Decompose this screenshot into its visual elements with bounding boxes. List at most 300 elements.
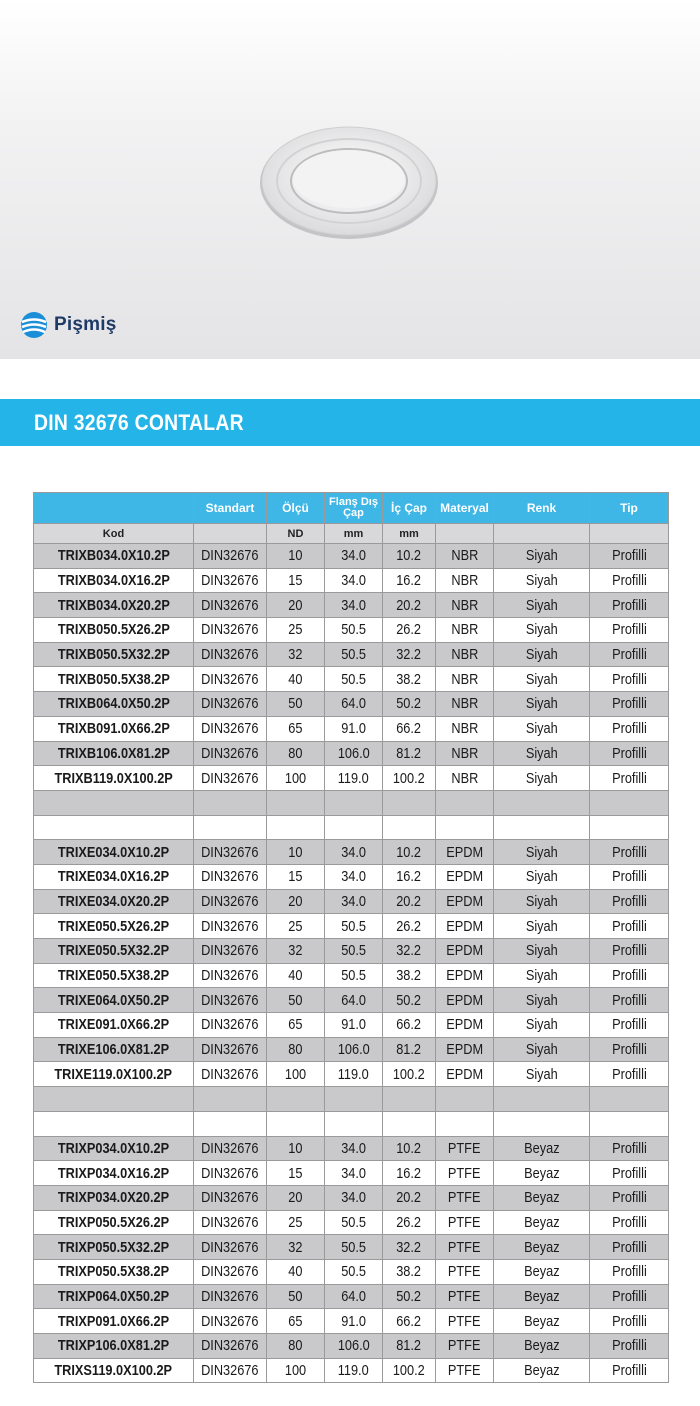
cell-text: 50.2 [396,1287,422,1305]
cell-text: Siyah [525,1065,558,1083]
cell-kod [34,1136,194,1161]
cell-standart [194,766,267,791]
cell-text: DIN32676 [201,1213,259,1231]
cell-flans [325,1284,383,1309]
table-row [34,593,669,618]
cell-standart [194,1062,267,1087]
cell-tip [590,1358,669,1383]
cell-text: DIN32676 [201,1312,259,1330]
cell-standart [194,864,267,889]
cell-ic-cap [383,544,436,569]
cell-materyal [436,568,494,593]
cell-text: DIN32676 [201,868,259,886]
cell-flans [325,1210,383,1235]
cell-text: TRIXE050.5X26.2P [57,917,170,935]
table-row [34,568,669,593]
cell-renk [494,642,590,667]
subheader-ic-unit: mm [383,524,436,544]
cell-text: Profilli [611,720,647,738]
cell-text: NBR [451,720,478,738]
cell-text: 26.2 [396,1213,422,1231]
cell-tip [590,864,669,889]
cell-tip [590,1210,669,1235]
cell-text: 50.5 [341,670,366,688]
cell-ic-cap [383,1210,436,1235]
cell-olcu [267,914,325,939]
cell-materyal [436,988,494,1013]
cell-text: 38.2 [396,1263,422,1281]
cell-renk [494,716,590,741]
table-row [34,1062,669,1087]
cell-renk [494,1235,590,1260]
cell-standart [194,1013,267,1038]
cell-flans [325,741,383,766]
separator-cell [267,1111,325,1136]
cell-renk [494,1185,590,1210]
cell-flans [325,667,383,692]
cell-text: NBR [451,547,478,565]
cell-olcu [267,1037,325,1062]
cell-text: 32 [288,942,303,960]
cell-text: DIN32676 [201,942,259,960]
cell-text: 50.5 [341,917,366,935]
cell-text: 34.0 [341,1189,366,1207]
cell-text: Profilli [611,670,647,688]
cell-text: DIN32676 [201,1016,259,1034]
cell-text: 25 [288,621,303,639]
cell-kod [34,568,194,593]
cell-ic-cap [383,716,436,741]
cell-text: 38.2 [396,670,422,688]
cell-text: 100.2 [393,769,425,787]
cell-flans [325,766,383,791]
cell-text: TRIXB034.0X16.2P [57,572,170,590]
cell-text: TRIXB064.0X50.2P [57,695,170,713]
cell-renk [494,1358,590,1383]
cell-standart [194,1037,267,1062]
separator-cell [325,1087,383,1112]
subheader-blank [436,524,494,544]
cell-text: 40 [288,670,303,688]
cell-materyal [436,864,494,889]
separator-cell [494,1111,590,1136]
table-row [34,642,669,667]
cell-flans [325,1136,383,1161]
cell-olcu [267,1136,325,1161]
cell-text: Profilli [611,769,647,787]
cell-text: Profilli [611,621,647,639]
cell-kod [34,1259,194,1284]
cell-text: DIN32676 [201,1238,259,1256]
subheader-kod: Kod [34,524,194,544]
cell-materyal [436,1259,494,1284]
cell-text: Profilli [611,991,647,1009]
cell-renk [494,618,590,643]
cell-materyal [436,1037,494,1062]
cell-text: Profilli [611,843,647,861]
cell-materyal [436,1161,494,1186]
cell-renk [494,741,590,766]
cell-materyal [436,840,494,865]
cell-text: Siyah [525,670,558,688]
cell-text: Profilli [611,1263,647,1281]
table-row [34,889,669,914]
cell-kod [34,939,194,964]
cell-text: Siyah [525,892,558,910]
cell-text: EPDM [446,967,483,985]
cell-ic-cap [383,692,436,717]
cell-text: 50.5 [341,1238,366,1256]
cell-ic-cap [383,963,436,988]
cell-text: 25 [288,917,303,935]
cell-text: 32.2 [396,646,422,664]
cell-materyal [436,914,494,939]
cell-text: 20.2 [396,892,422,910]
brand-logo [20,310,116,340]
cell-text: DIN32676 [201,1041,259,1059]
table-row [34,1037,669,1062]
cell-standart [194,889,267,914]
cell-olcu [267,593,325,618]
cell-text: PTFE [448,1213,481,1231]
cell-text: NBR [451,695,478,713]
separator-cell [267,815,325,840]
cell-text: 34.0 [341,843,366,861]
cell-text: Siyah [525,596,558,614]
cell-materyal [436,741,494,766]
cell-materyal [436,1235,494,1260]
table-body [34,544,669,1383]
cell-standart [194,1309,267,1334]
cell-text: 34.0 [341,892,366,910]
cell-renk [494,914,590,939]
cell-olcu [267,1062,325,1087]
cell-text: Beyaz [523,1337,560,1355]
cell-text: Profilli [611,1362,647,1380]
cell-ic-cap [383,914,436,939]
separator-cell [325,1111,383,1136]
cell-flans [325,1185,383,1210]
cell-kod [34,1185,194,1210]
cell-text: DIN32676 [201,991,259,1009]
cell-flans [325,692,383,717]
cell-text: Beyaz [523,1362,560,1380]
cell-text: Beyaz [523,1189,560,1207]
separator-cell [34,1111,194,1136]
cell-kod [34,593,194,618]
cell-kod [34,988,194,1013]
cell-text: Siyah [525,572,558,590]
separator-cell [383,1087,436,1112]
cell-flans [325,1013,383,1038]
subheader-blank [590,524,669,544]
cell-ic-cap [383,1334,436,1359]
cell-text: Profilli [611,1287,647,1305]
cell-text: PTFE [448,1189,481,1207]
cell-text: 65 [288,1016,303,1034]
cell-text: PTFE [448,1312,481,1330]
cell-olcu [267,642,325,667]
cell-text: 32 [288,1238,303,1256]
cell-standart [194,1185,267,1210]
cell-text: 50 [288,1287,303,1305]
cell-text: 100 [284,769,307,787]
cell-text: 66.2 [396,720,422,738]
table-row [34,1259,669,1284]
cell-tip [590,741,669,766]
cell-standart [194,618,267,643]
cell-renk [494,766,590,791]
cell-text: TRIXP034.0X10.2P [57,1139,170,1157]
cell-text: 15 [288,868,303,886]
cell-text: PTFE [448,1263,481,1281]
table-row [34,1136,669,1161]
cell-flans [325,1037,383,1062]
cell-text: 50.5 [341,1263,366,1281]
subheader-blank [494,524,590,544]
cell-text: 16.2 [396,868,422,886]
cell-ic-cap [383,1358,436,1383]
cell-kod [34,840,194,865]
cell-text: PTFE [448,1164,481,1182]
separator-cell [436,1087,494,1112]
cell-text: 100 [284,1362,307,1380]
cell-text: Siyah [525,868,558,886]
cell-tip [590,1037,669,1062]
cell-flans [325,1259,383,1284]
cell-ic-cap [383,667,436,692]
cell-text: 32 [288,646,303,664]
cell-standart [194,692,267,717]
cell-text: Profilli [611,967,647,985]
cell-text: 50 [288,991,303,1009]
cell-materyal [436,963,494,988]
cell-text: 15 [288,572,303,590]
cell-kod [34,544,194,569]
cell-text: TRIXP050.5X38.2P [57,1263,170,1281]
cell-text: Siyah [525,744,558,762]
separator-cell [494,790,590,815]
cell-materyal [436,1358,494,1383]
cell-text: PTFE [448,1362,481,1380]
cell-text: Siyah [525,621,558,639]
separator-cell [383,790,436,815]
cell-text: 100 [284,1065,307,1083]
cell-ic-cap [383,1259,436,1284]
cell-text: Beyaz [523,1312,560,1330]
cell-renk [494,568,590,593]
cell-tip [590,593,669,618]
cell-standart [194,914,267,939]
cell-text: 16.2 [396,572,422,590]
cell-renk [494,544,590,569]
table-row [34,1185,669,1210]
cell-tip [590,889,669,914]
cell-renk [494,840,590,865]
separator-cell [34,790,194,815]
cell-standart [194,716,267,741]
cell-text: Siyah [525,942,558,960]
header-olcu: Ölçü [267,493,325,524]
cell-olcu [267,1259,325,1284]
cell-text: TRIXB106.0X81.2P [57,744,170,762]
cell-materyal [436,889,494,914]
cell-materyal [436,1309,494,1334]
cell-text: 106.0 [337,744,370,762]
cell-text: Siyah [525,843,558,861]
cell-materyal [436,1062,494,1087]
cell-text: Profilli [611,868,647,886]
cell-ic-cap [383,864,436,889]
cell-text: 91.0 [341,1312,366,1330]
cell-tip [590,1185,669,1210]
table-row [34,741,669,766]
cell-renk [494,593,590,618]
cell-text: NBR [451,596,478,614]
cell-olcu [267,864,325,889]
table-row [34,1161,669,1186]
cell-tip [590,568,669,593]
table-subheader-row [34,524,669,544]
cell-text: NBR [451,646,478,664]
cell-olcu [267,988,325,1013]
cell-ic-cap [383,840,436,865]
cell-text: 64.0 [341,991,366,1009]
cell-standart [194,1161,267,1186]
cell-text: TRIXP106.0X81.2P [57,1337,170,1355]
table-row [34,1334,669,1359]
cell-materyal [436,642,494,667]
cell-text: Beyaz [523,1238,560,1256]
cell-text: DIN32676 [201,1139,259,1157]
cell-ic-cap [383,988,436,1013]
cell-kod [34,741,194,766]
separator-cell [194,1087,267,1112]
cell-text: TRIXP091.0X66.2P [57,1312,170,1330]
cell-text: DIN32676 [201,1337,259,1355]
separator-cell [436,815,494,840]
cell-text: 16.2 [396,1164,422,1182]
cell-flans [325,1235,383,1260]
cell-text: Profilli [611,695,647,713]
cell-standart [194,642,267,667]
cell-text: EPDM [446,1016,483,1034]
cell-text: DIN32676 [201,596,259,614]
cell-text: Profilli [611,1016,647,1034]
subheader-blank [194,524,267,544]
table-row [34,988,669,1013]
cell-text: 50.5 [341,621,366,639]
cell-olcu [267,568,325,593]
separator-cell [383,815,436,840]
cell-text: TRIXP050.5X26.2P [57,1213,170,1231]
cell-olcu [267,1358,325,1383]
cell-text: Profilli [611,596,647,614]
cell-tip [590,963,669,988]
cell-olcu [267,667,325,692]
cell-ic-cap [383,1136,436,1161]
cell-olcu [267,618,325,643]
cell-text: Siyah [525,720,558,738]
cell-tip [590,642,669,667]
cell-text: 106.0 [337,1337,370,1355]
cell-text: DIN32676 [201,1164,259,1182]
cell-text: Profilli [611,1213,647,1231]
group-separator-row [34,1111,669,1136]
cell-renk [494,667,590,692]
cell-text: Profilli [611,1065,647,1083]
cell-olcu [267,840,325,865]
cell-standart [194,1235,267,1260]
cell-renk [494,939,590,964]
cell-text: NBR [451,621,478,639]
cell-text: EPDM [446,942,483,960]
cell-text: 34.0 [341,547,366,565]
cell-text: Siyah [525,769,558,787]
cell-tip [590,988,669,1013]
cell-text: DIN32676 [201,967,259,985]
cell-text: 20.2 [396,1189,422,1207]
cell-text: 81.2 [396,1337,422,1355]
cell-text: Profilli [611,1139,647,1157]
table-row [34,1284,669,1309]
cell-renk [494,1013,590,1038]
cell-materyal [436,544,494,569]
cell-kod [34,1161,194,1186]
cell-text: 80 [288,1041,303,1059]
separator-cell [494,1087,590,1112]
cell-materyal [436,692,494,717]
section-title: DIN 32676 CONTALAR [34,410,244,435]
cell-text: DIN32676 [201,917,259,935]
separator-cell [436,790,494,815]
product-hero [0,0,700,359]
cell-text: Siyah [525,695,558,713]
cell-renk [494,963,590,988]
cell-tip [590,1136,669,1161]
cell-kod [34,667,194,692]
cell-standart [194,988,267,1013]
cell-text: Profilli [611,744,647,762]
cell-olcu [267,692,325,717]
cell-kod [34,1358,194,1383]
header-standart: Standart [194,493,267,524]
cell-materyal [436,1136,494,1161]
cell-text: 32.2 [396,1238,422,1256]
cell-text: 26.2 [396,917,422,935]
cell-text: EPDM [446,1041,483,1059]
cell-flans [325,716,383,741]
cell-flans [325,864,383,889]
cell-tip [590,1309,669,1334]
cell-standart [194,1284,267,1309]
cell-materyal [436,1013,494,1038]
header-blank [34,493,194,524]
brand-name: Pişmiş [54,314,117,335]
cell-renk [494,988,590,1013]
cell-flans [325,593,383,618]
cell-olcu [267,889,325,914]
cell-text: TRIXE091.0X66.2P [57,1016,170,1034]
cell-kod [34,1062,194,1087]
cell-renk [494,1136,590,1161]
cell-text: TRIXE106.0X81.2P [57,1041,170,1059]
cell-kod [34,716,194,741]
cell-materyal [436,667,494,692]
cell-text: 91.0 [341,1016,366,1034]
group-separator-row [34,790,669,815]
cell-renk [494,1062,590,1087]
